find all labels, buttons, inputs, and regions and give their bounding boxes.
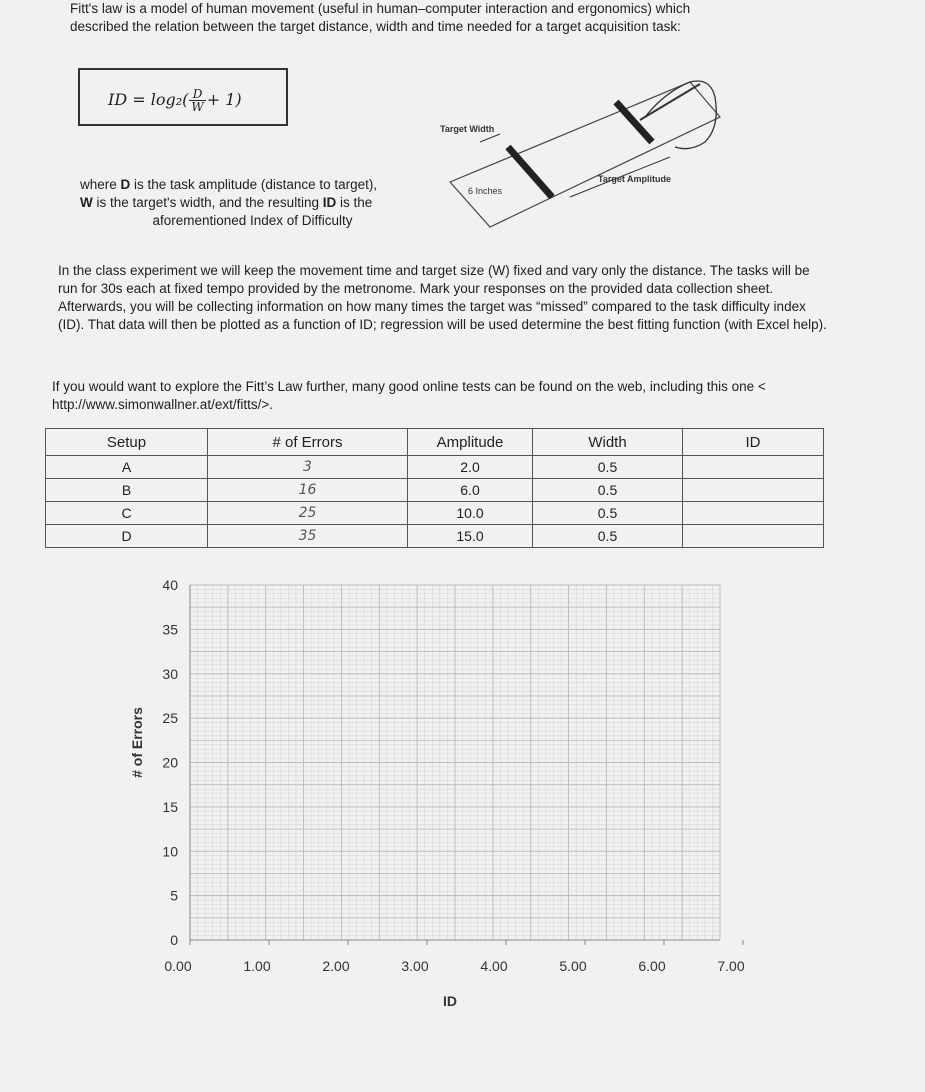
explore-paragraph: If you would want to explore the Fitt’s Law further, many good online tests can be found on the web, including this one < http://www.simonwallner.at/ext/fitts/>. [52,379,766,412]
formula-fraction [189,88,205,113]
x-axis-ticks [164,940,744,974]
cell-width: 0.5 [533,456,683,479]
table-row [46,502,824,525]
definition-line-2: W is the target's width, and the resulting ID is the [80,195,373,210]
board-outline [450,82,720,227]
class-experiment-paragraph: In the class experiment we will keep the movement time and target size (W) fixed and vary only the distance. The tasks will be run for 30s each at fixed tempo provided by the metronome. Mark your responses on the provided data collection sheet. Afterwards, you will be collecting information on how many times the target was “missed” compared to the task difficulty index (ID). That data will then be plotted as a function of ID; regression will be used determine the best fitting function (with Excel help). [58,263,827,332]
y-tick-label: 20 [162,754,178,771]
cell-amplitude: 10.0 [408,502,533,525]
cell-errors[interactable]: 35 [208,525,408,548]
cell-id[interactable] [683,525,824,548]
cell-width: 0.5 [533,525,683,548]
x-tick-label: 4.00 [480,958,508,974]
label-target-width: Target Width [440,124,495,134]
formula-numerator: D [189,88,205,101]
formula-suffix: + 1) [206,90,242,109]
table-row [46,456,824,479]
header-errors: # of Errors [208,429,408,456]
cell-width: 0.5 [533,502,683,525]
cell-id[interactable] [683,479,824,502]
table-header-row [46,429,824,456]
header-amplitude: Amplitude [408,429,533,456]
x-tick-label: 6.00 [638,958,666,974]
x-tick-label: 2.00 [322,958,350,974]
intro-line-2: described the relation between the target distance, width and time needed for a target acquisition task: [70,19,681,34]
hand-icon [645,81,716,149]
y-tick-label: 10 [162,843,178,860]
cell-errors[interactable]: 16 [208,479,408,502]
cell-setup: B [46,479,208,502]
x-tick-label: 3.00 [401,958,429,974]
y-tick-label: 30 [162,665,178,682]
definition-line-1: where D is the task amplitude (distance to target), [80,177,378,192]
errors-vs-id-chart [110,575,770,1015]
header-id: ID [683,429,824,456]
stylus-icon [640,84,700,120]
table-row [46,525,824,548]
formula-box [78,68,288,126]
setup-table [45,428,824,548]
y-tick-label: 35 [162,621,178,638]
y-tick-label: 25 [162,710,178,727]
header-setup: Setup [46,429,208,456]
table-row [46,479,824,502]
width-arrow-icon [480,134,500,142]
intro-paragraph [70,0,810,36]
label-target-amplitude: Target Amplitude [598,174,672,184]
fitts-task-illustration [430,62,770,232]
cell-amplitude: 15.0 [408,525,533,548]
y-axis-ticks [162,577,178,948]
x-axis-label: ID [443,993,457,1009]
target-bar-right [616,102,652,142]
cell-errors[interactable]: 25 [208,502,408,525]
y-axis-label: # of Errors [129,707,145,778]
cell-id[interactable] [683,502,824,525]
cell-errors[interactable]: 3 [208,456,408,479]
y-tick-label: 5 [170,887,178,904]
x-tick-label: 7.00 [717,958,745,974]
y-tick-label: 0 [170,932,178,948]
y-tick-label: 15 [162,798,178,815]
definition-line-3: aforementioned Index of Difficulty [152,213,353,228]
cell-setup: C [46,502,208,525]
cell-setup: A [46,456,208,479]
y-tick-label: 40 [162,577,178,593]
intro-line-1: Fitt's law is a model of human movement (useful in human–computer interaction and ergonomics) which [70,1,691,16]
cell-amplitude: 2.0 [408,456,533,479]
cell-amplitude: 6.0 [408,479,533,502]
formula-prefix: ID = log₂( [108,90,189,109]
cell-setup: D [46,525,208,548]
x-tick-label: 0.00 [164,958,192,974]
formula-denominator: W [191,100,204,114]
header-width: Width [533,429,683,456]
id-formula [108,88,242,113]
formula-definition [80,176,425,230]
target-bar-left [508,147,552,197]
x-tick-label: 1.00 [243,958,271,974]
cell-width: 0.5 [533,479,683,502]
label-six-inches: 6 Inches [468,186,503,196]
x-tick-label: 5.00 [559,958,587,974]
cell-id[interactable] [683,456,824,479]
